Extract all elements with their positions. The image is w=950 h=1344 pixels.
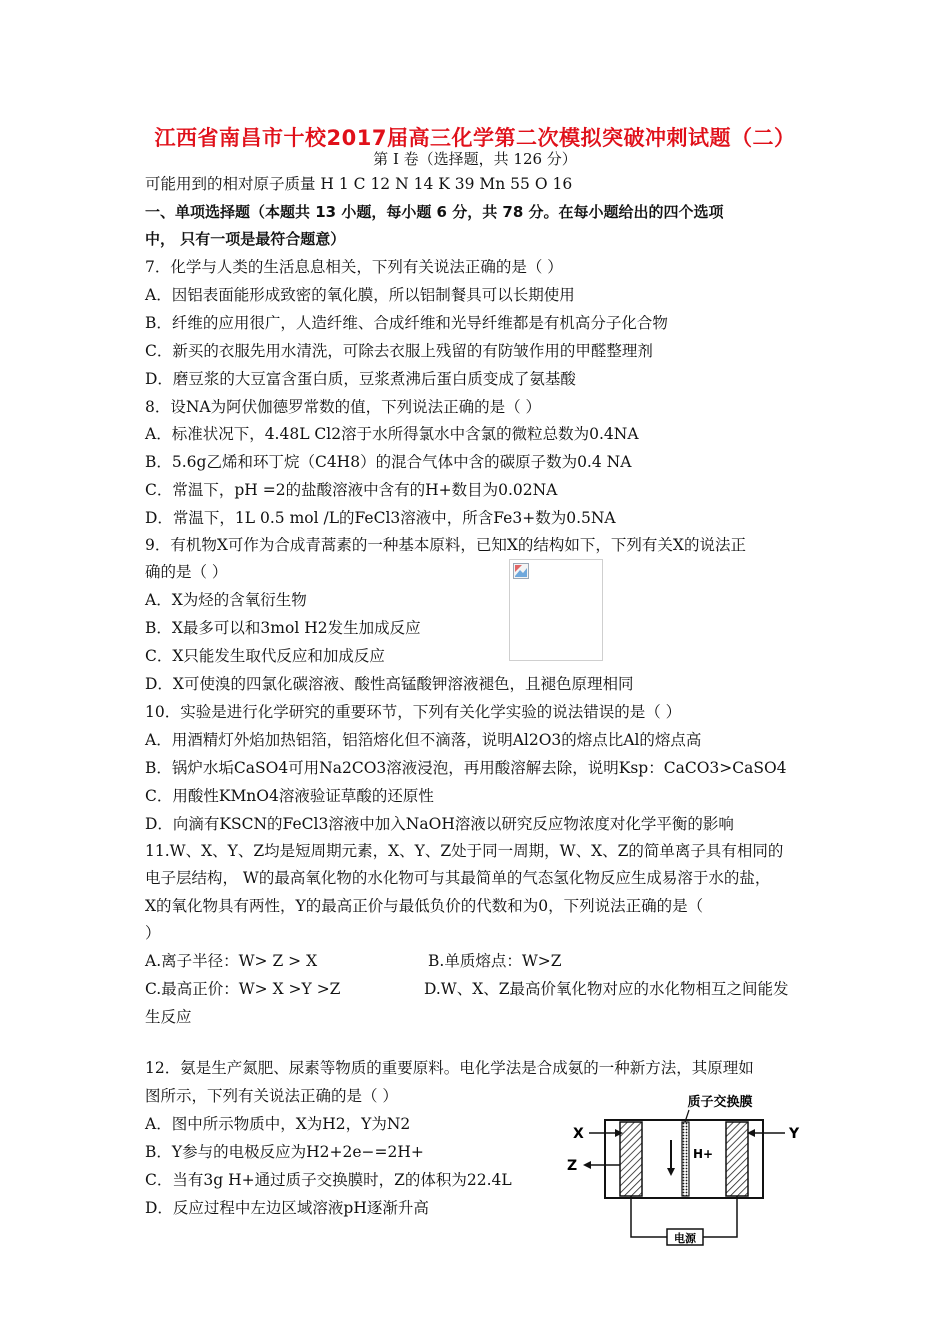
y-label: Y — [789, 1126, 800, 1142]
z-label: Z — [567, 1158, 578, 1174]
hplus-label: H+ — [693, 1147, 714, 1161]
x-label: X — [573, 1126, 584, 1142]
broken-image-icon — [513, 563, 529, 579]
q11-stem-line3: X的氧化物具有两性，Y的最高正价与最低负价的代数和为0，下列说法正确的是（ — [145, 897, 704, 915]
q9-option-d: D．X可使溴的四氯化碳溶液、酸性高锰酸钾溶液褪色，且褪色原理相同 — [145, 675, 634, 693]
q10-option-b: B．锅炉水垢CaSO4可用Na2CO3溶液浸泡，再用酸溶解去除，说明Ksp：CaCO3>CaSO4 — [145, 759, 787, 777]
proton-exchange-membrane — [682, 1122, 689, 1196]
q10-option-a: A．用酒精灯外焰加热铝箔，铝箔熔化但不滴落，说明Al2O3的熔点比Al的熔点高 — [145, 731, 702, 749]
q11-option-d-line1: D.W、X、Z最高价氧化物对应的水化物相互之间能发 — [424, 980, 789, 998]
q12-stem-line1: 12．氨是生产氮肥、尿素等物质的重要原料。电化学法是合成氨的一种新方法，其原理如 — [145, 1059, 754, 1077]
proton-arrow-head — [667, 1168, 675, 1176]
membrane-label: 质子交换膜 — [687, 1095, 753, 1110]
atomic-masses: 可能用到的相对原子质量 H 1 C 12 N 14 K 39 Mn 55 O 16 — [145, 175, 573, 193]
q9-stem-line1: 9．有机物X可作为合成青蒿素的一种基本原料，已知X的结构如下，下列有关X的说法正 — [145, 536, 746, 554]
q10-option-d: D．向滴有KSCN的FeCl3溶液中加入NaOH溶液以研究反应物浓度对化学平衡的影响 — [145, 815, 734, 833]
q7-option-d: D．磨豆浆的大豆富含蛋白质，豆浆煮沸后蛋白质变成了氨基酸 — [145, 370, 576, 388]
q11-stem-line1: 11.W、X、Y、Z均是短周期元素，X、Y、Z处于同一周期，W、X、Z的简单离子具有相同的 — [145, 842, 784, 860]
q7-option-a: A．因铝表面能形成致密的氧化膜，所以铝制餐具可以长期使用 — [145, 286, 575, 304]
q12-stem-line2: 图所示，下列有关说法正确的是（ ） — [145, 1087, 398, 1105]
q11-option-a: A.离子半径：W> Z > X — [145, 952, 318, 970]
q8-option-c: C．常温下，pH =2的盐酸溶液中含有的H+数目为0.02NA — [145, 481, 558, 499]
section-heading-line1: 一、单项选择题（本题共 13 小题，每小题 6 分，共 78 分。在每小题给出的四个选项 — [145, 203, 724, 221]
left-electrode — [620, 1122, 642, 1196]
right-electrode — [726, 1122, 748, 1196]
q7-option-b: B．纤维的应用很广，人造纤维、合成纤维和光导纤维都是有机高分子化合物 — [145, 314, 668, 332]
q10-stem: 10．实验是进行化学研究的重要环节，下列有关化学实验的说法错误的是（ ） — [145, 703, 682, 721]
q10-option-c: C．用酸性KMnO4溶液验证草酸的还原性 — [145, 787, 434, 805]
q11-stem-line4: ） — [145, 924, 161, 942]
q12-option-c: C．当有3g H+通过质子交换膜时，Z的体积为22.4L — [145, 1171, 512, 1189]
section-subtitle: 第 I 卷（选择题，共 126 分） — [373, 150, 577, 168]
q11-stem-line2: 电子层结构， W的最高氧化物的水化物可与其最简单的气态氢化物反应生成易溶于水的盐， — [145, 869, 771, 887]
q8-option-b: B．5.6g乙烯和环丁烷（C4H8）的混合气体中含的碳原子数为0.4 NA — [145, 453, 632, 471]
q12-option-d: D．反应过程中左边区域溶液pH逐渐升高 — [145, 1199, 429, 1217]
section-heading-line2: 中， 只有一项是最符合题意） — [145, 230, 346, 248]
q7-stem: 7．化学与人类的生活息息相关，下列有关说法正确的是（ ） — [145, 258, 563, 276]
power-label: 电源 — [674, 1232, 696, 1245]
q8-option-a: A．标准状况下，4.48L Cl2溶于水所得氯水中含氯的微粒总数为0.4NA — [145, 425, 639, 443]
q12-option-a: A．图中所示物质中，X为H2，Y为N2 — [145, 1115, 411, 1133]
q12-option-b: B．Y参与的电极反应为H2+2e−=2H+ — [145, 1143, 424, 1161]
page-title: 江西省南昌市十校2017届高三化学第二次模拟突破冲刺试题（二） — [154, 126, 796, 150]
electrolysis-diagram — [565, 1092, 810, 1252]
q9-option-b: B．X最多可以和3mol H2发生加成反应 — [145, 619, 421, 637]
q11-option-c: C.最高正价：W> X >Y >Z — [145, 980, 341, 998]
structure-image-placeholder — [509, 559, 603, 661]
q11-option-d-line2: 生反应 — [145, 1008, 192, 1026]
z-arrow-head — [583, 1161, 591, 1169]
q9-option-a: A．X为烃的含氧衍生物 — [145, 591, 307, 609]
q8-stem: 8．设NA为阿伏伽德罗常数的值，下列说法正确的是（ ） — [145, 398, 542, 416]
left-wire — [631, 1196, 667, 1237]
q11-option-b: B.单质熔点：W>Z — [428, 952, 562, 970]
right-wire — [703, 1196, 737, 1237]
q9-stem-line2: 确的是（ ） — [145, 563, 228, 581]
q8-option-d: D．常温下，1L 0.5 mol /L的FeCl3溶液中，所含Fe3+数为0.5NA — [145, 509, 616, 527]
q9-option-c: C．X只能发生取代反应和加成反应 — [145, 647, 385, 665]
q7-option-c: C．新买的衣服先用水清洗，可除去衣服上残留的有防皱作用的甲醛整理剂 — [145, 342, 653, 360]
